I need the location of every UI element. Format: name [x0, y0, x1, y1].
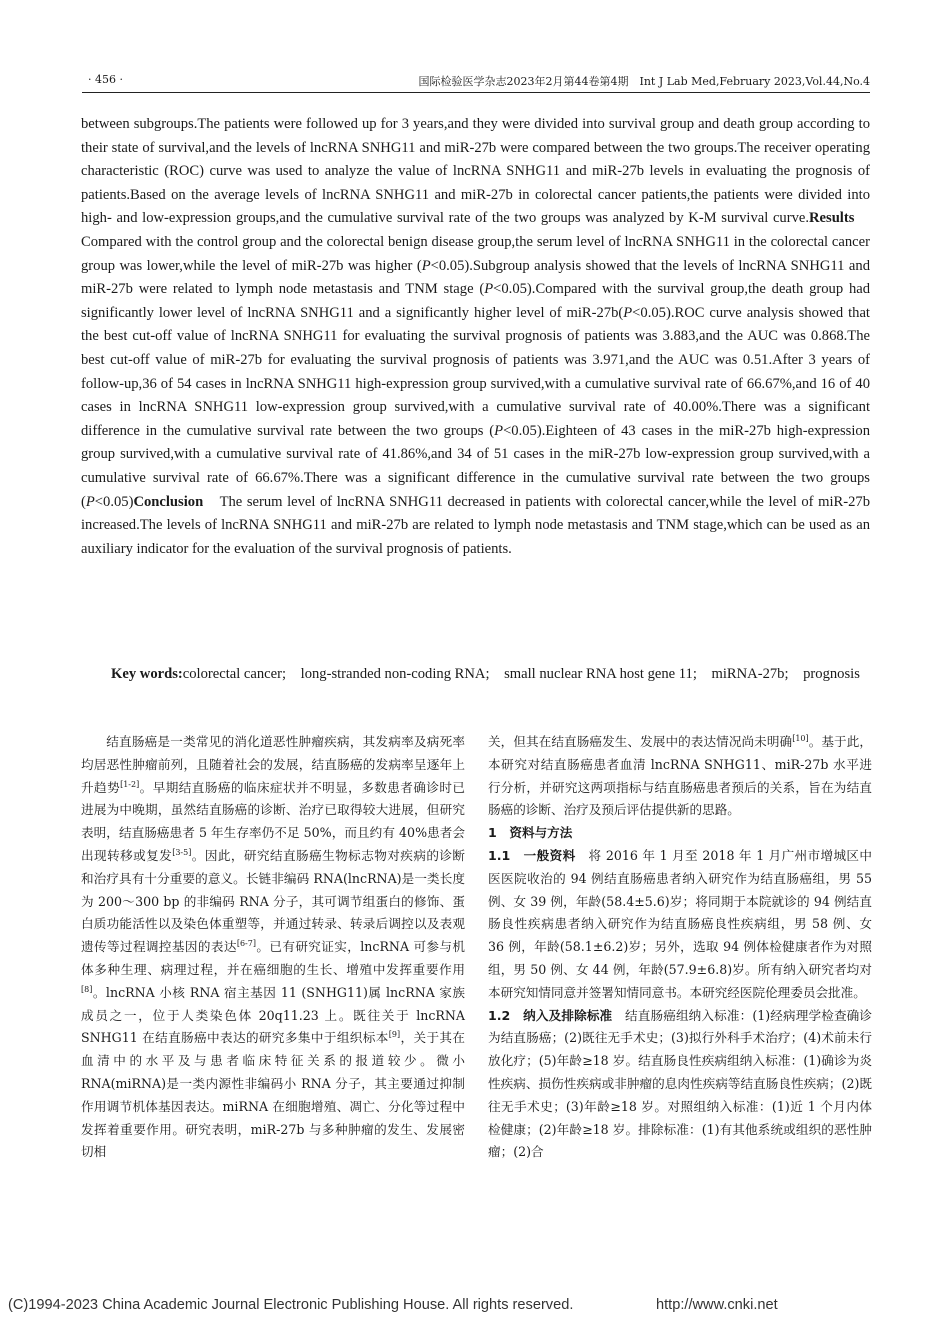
section-title: 1 资料与方法 — [488, 825, 573, 841]
page-number: · 456 · — [88, 73, 123, 86]
journal-citation: 国际检验医学杂志2023年2月第44卷第4期 Int J Lab Med,February 2023,Vol.44,No.4 — [418, 75, 870, 88]
section-1-2 — [488, 1005, 872, 1165]
body-right-column — [488, 731, 872, 1164]
conclusion-label: Conclusion — [133, 493, 204, 510]
intro-text: 关，但其在结直肠癌发生、发展中的表达情况尚未明确 — [488, 734, 793, 749]
intro-continued — [488, 731, 872, 822]
intro-text: 。因此，研究结直肠癌生物标志物对疾病的诊断和治疗具有十分重要的意义。长链非编码 RNA(lncRNA)是一类长度为 200～300 bp 的非编码 RNA 分子，其可调节组蛋白的修饰、蛋白质功能活性以及染色体重塑等，并通过转录、转录后调控以及表观遗传等过程调控基因的表达 — [81, 847, 465, 955]
keywords-text: colorectal cancer; long-stranded non-coding RNA; small nuclear RNA host gene 11; miRNA-27b; prognosis — [182, 666, 860, 682]
citation-ref[interactable]: [3-5] — [172, 847, 192, 857]
english-abstract — [81, 113, 870, 561]
p-symbol: P — [484, 281, 494, 298]
p-value: <0.05) — [493, 281, 532, 298]
citation-ref[interactable]: [10] — [792, 734, 809, 743]
p-symbol: P — [623, 304, 633, 321]
citation-ref[interactable]: [9] — [388, 1030, 401, 1040]
intro-text: ，关于其在血清中的水平及与患者临床特征关系的报道较少。微小 RNA(miRNA)是一类内源性非编码小 RNA 分子，其主要通过抑制作用调节机体基因表达。miRNA 在细胞增殖、凋亡、分化等过程中发挥着重要作用。研究表明，miR-27b 与多种肿瘤的发生、发展密切相 — [81, 1030, 466, 1160]
copyright-notice: (C)1994-2023 China Academic Journal Electronic Publishing House. All rights reserved. — [8, 1297, 574, 1313]
p-value: <0.05) — [503, 422, 542, 439]
abstract-results-text-1: Compared with the control group and the colorectal benign disease group,the serum level of lncRNA SNHG11 in the colorectal cancer group was lower,while the level of miR-27b was higher ( — [81, 210, 870, 274]
p-symbol: P — [494, 422, 504, 439]
body-left-column — [81, 731, 465, 1164]
abstract-results-text-4: .ROC curve analysis showed that the best cut-off value of lncRNA SNHG11 for evaluating the survival prognosis of patients was 3.883,and the AUC was 0.868.The best cut-off value of miR-27b for evaluating the survival prognosis of patients was 3.971,and the AUC was 0.51.After 3 years of follow-up,36 of 54 cases in lncRNA SNHG11 high-expression group survived,with a cumulative survival rate of 66.67%,and 16 of 40 cases in lncRNA SNHG11 low-expression group survived,with a cumulative survival rate of 40.00%.There was a significant difference in the cumulative survival rate between the two groups ( — [81, 304, 870, 439]
section-1-1 — [488, 845, 872, 1005]
cnki-link[interactable]: http://www.cnki.net — [656, 1297, 778, 1313]
abstract-methods-text: between subgroups.The patients were followed up for 3 years,and they were divided into survival group and death group according to their state of survival,and the levels of lncRNA SNHG11 and miR-27b were compared between the two groups.The receiver operating characteristic (ROC) curve was used to analyze the value of lncRNA SNHG11 and miR-27b levels in evaluating the prognosis of patients.Based on the average levels of lncRNA SNHG11 and miR-27b in colorectal cancer patients,the patients were divided into high- and low-expression groups,and the cumulative survival rate of the two groups was analyzed by K-M survival curve. — [81, 116, 870, 227]
intro-text: 。基于此，本研究对结直肠癌患者血清 lncRNA SNHG11、miR-27b 水平进行分析，并研究这两项指标与结直肠癌患者预后的关系，旨在为结直肠癌的诊断、治疗及预后评估提供新的思路。 — [488, 734, 873, 818]
citation-ref[interactable]: [8] — [81, 984, 93, 994]
citation-ref[interactable]: [1-2] — [120, 779, 140, 789]
intro-text: 。已有研究证实，lncRNA 可参与机体多种生理、病理过程，并在癌细胞的生长、增殖中发挥重要作用 — [81, 939, 465, 977]
citation-ref[interactable]: [6-7] — [236, 939, 256, 949]
p-value: <0.05) — [632, 304, 671, 321]
subsection-title: 1.1 一般资料 — [488, 847, 576, 863]
p-value: <0.05) — [430, 257, 470, 274]
results-label: Results — [809, 210, 855, 227]
abstract-results-text-3: .Compared with the survival group,the death group had significantly lower level of lncRNA SNHG11 and a significantly higher level of miR-27b( — [81, 281, 871, 321]
abstract-results-text-2: .Subgroup analysis showed that the levels of lncRNA SNHG11 and miR-27b were related to lymph node metastasis and TNM stage ( — [81, 257, 871, 298]
intro-text: 。lncRNA 小核 RNA 宿主基因 11 (SNHG11)属 lncRNA 家族成员之一，位于人类染色体 20q11.23 上。既往关于 lncRNA SNHG11 在结直肠癌中表达的研究多集中于组织标本 — [81, 984, 465, 1046]
abstract-conclusion-text: The serum level of lncRNA SNHG11 decreased in patients with colorectal cancer,while the level of miR-27b increased.The levels of lncRNA SNHG11 and miR-27b are related to lymph node metastasis and TNM stage,which can be used as an auxiliary indicator for the evaluation of the survival prognosis of patients. — [81, 493, 870, 557]
abstract-results-text-5: .Eighteen of 43 cases in the miR-27b high-expression group survived,with a cumulative survival rate of 41.86%,and 34 of 51 cases in the miR-27b low-expression group survived,with a cumulative survival rate of 66.67%.There was a significant difference in the cumulative survival rate between the two groups ( — [81, 422, 870, 510]
section-text: 将 2016 年 1 月至 2018 年 1 月广州市增城区中医医院收治的 94 例结直肠癌患者纳入研究作为结直肠癌组，男 55 例、女 39 例，年龄(58.4±5.6)岁；将同期于本院就诊的 94 例结直肠良性疾病患者纳入研究作为结直肠癌良性疾病组，男 58 例、女 36 例，年龄(58.1±6.2)岁；另外，选取 94 例体检健康者作为对照组，男 50 例、女 44 例，年龄(57.9±6.8)岁。所有纳入研究者均对本研究知情同意并签署知情同意书。本研究经医院伦理委员会批准。 — [488, 847, 872, 1000]
intro-text: 结直肠癌是一类常见的消化道恶性肿瘤疾病，其发病率及病死率均居恶性肿瘤前列，且随着社会的发展，结直肠癌的发病率呈逐年上升趋势 — [81, 734, 465, 795]
intro-text: 。早期结直肠癌的临床症状并不明显，多数患者确诊时已进展为中晚期，虽然结直肠癌的诊断、治疗已取得较大进展，但研究表明，结直肠癌患者 5 年生存率仍不足 50%，而且约有 40%患者会出现转移或复发 — [81, 779, 465, 863]
p-value: <0.05) — [94, 493, 134, 510]
running-header — [82, 70, 870, 93]
intro-paragraph — [81, 731, 465, 1164]
subsection-title: 1.2 纳入及排除标准 — [488, 1007, 613, 1023]
p-symbol: P — [85, 493, 95, 510]
section-text: 结直肠癌组纳入标准：(1)经病理学检查确诊为结直肠癌；(2)既往无手术史；(3)拟行外科手术治疗；(4)术前未行放化疗；(5)年龄≥18 岁。结直肠良性疾病组纳入标准：(1)确诊为炎性疾病、损伤性疾病或非肿瘤的息肉性疾病等结直肠良性疾病；(2)既往无手术史；(3)年龄≥18 岁。对照组纳入标准：(1)近 1 个月内体检健康；(2)年龄≥18 岁。排除标准：(1)有其他系统或组织的恶性肿瘤；(2)合 — [488, 1007, 873, 1160]
keywords-label: Key words: — [111, 666, 183, 682]
p-symbol: P — [421, 257, 431, 274]
section-heading-1 — [488, 822, 872, 845]
keywords — [81, 662, 870, 686]
